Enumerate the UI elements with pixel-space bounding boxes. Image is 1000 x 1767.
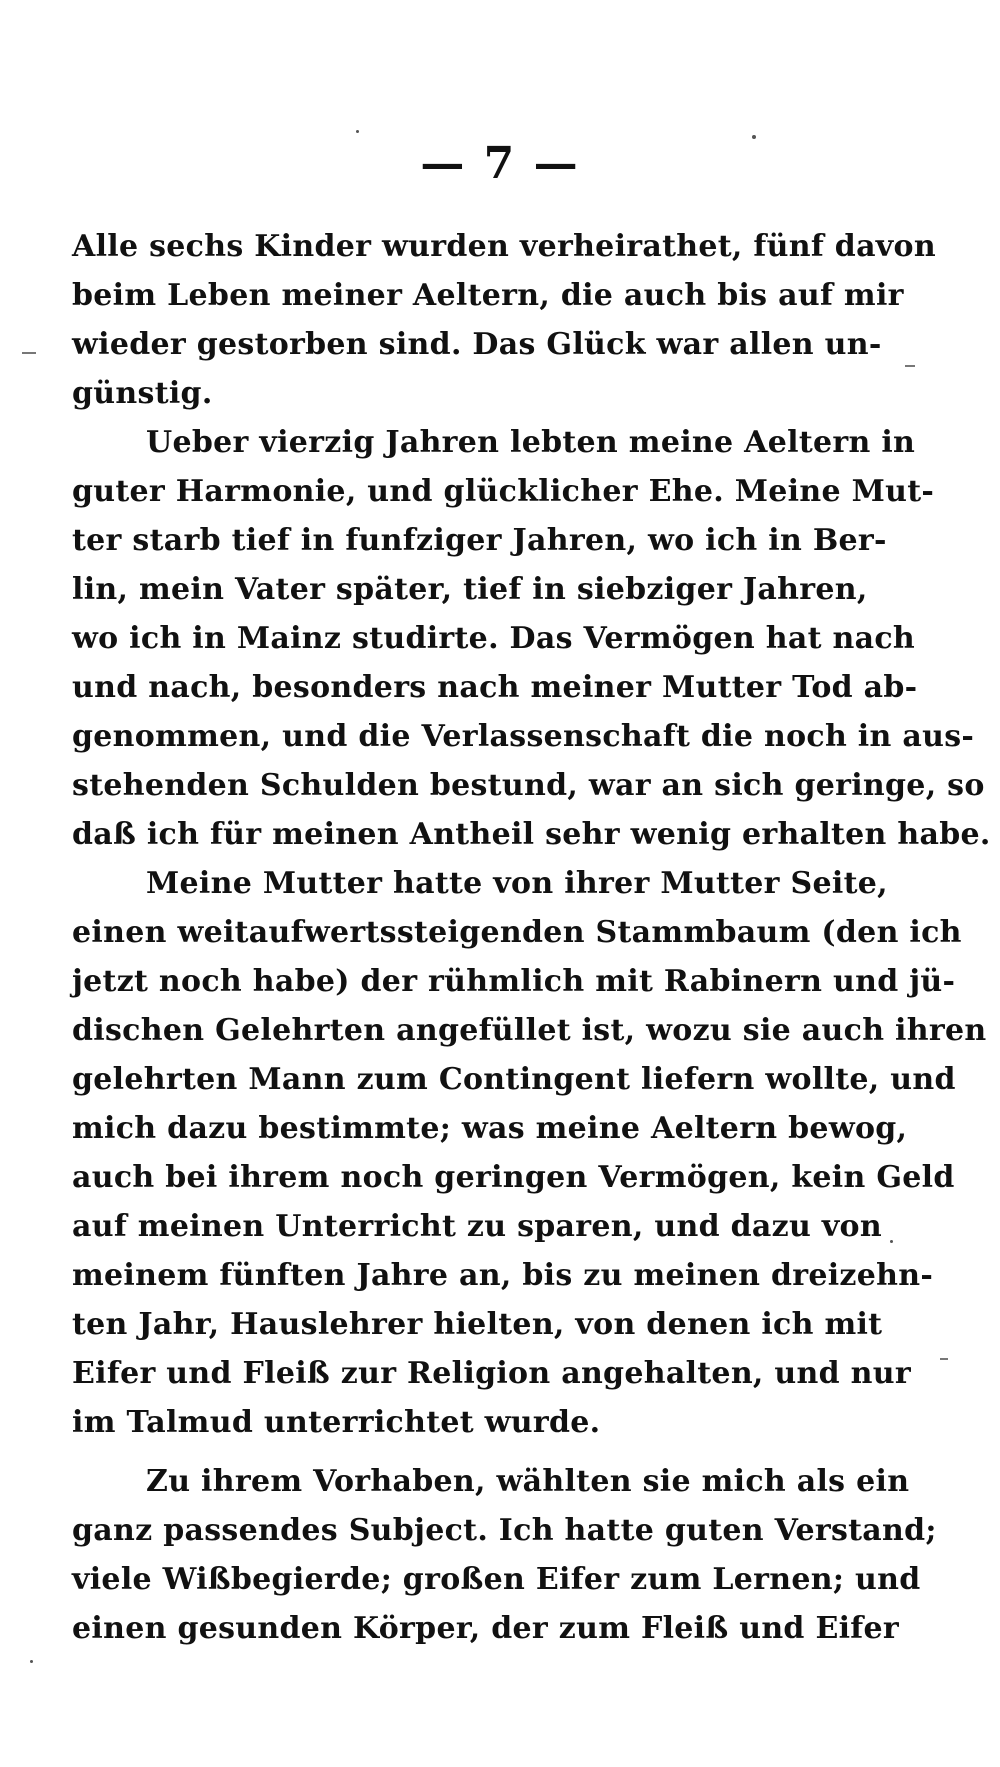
text-line: ter starb tief in funfziger Jahren, wo ich in Ber- [72,523,887,558]
text-line: meinem fünften Jahre an, bis zu meinen dreizehn- [72,1258,934,1293]
scan-speck [356,130,359,133]
text-line: Zu ihrem Vorhaben, wählten sie mich als ein [146,1464,910,1499]
text-line: auf meinen Unterricht zu sparen, und dazu von [72,1209,882,1244]
paragraph-gap [72,1447,922,1457]
text-line: auch bei ihrem noch geringen Vermögen, kein Geld [72,1160,955,1195]
text-line: im Talmud unterrichtet wurde. [72,1405,601,1440]
text-line: einen weitaufwertssteigenden Stammbaum (den ich [72,915,962,950]
scan-speck [30,1660,33,1663]
text-line: daß ich für meinen Antheil sehr wenig erhalten habe. [72,817,991,852]
paragraph [72,418,991,859]
scan-speck [752,135,756,139]
scan-mark [905,365,915,367]
text-line: lin, mein Vater später, tief in siebziger Jahren, [72,572,868,607]
paragraph [72,222,936,418]
text-line: ganz passendes Subject. Ich hatte guten Verstand; [72,1513,937,1548]
scan-mark [940,1358,948,1360]
scan-mark [22,352,36,354]
text-line: und nach, besonders nach meiner Mutter Tod ab- [72,670,918,705]
text-line: wo ich in Mainz studirte. Das Vermögen hat nach [72,621,916,656]
paragraph [72,859,987,1447]
body-text [72,222,991,1653]
text-line: einen gesunden Körper, der zum Fleiß und Eifer [72,1611,900,1646]
text-line: wieder gestorben sind. Das Glück war allen un- [72,327,882,362]
text-line: Eifer und Fleiß zur Religion angehalten, und nur [72,1356,911,1391]
text-line: dischen Gelehrten angefüllet ist, wozu sie auch ihren [72,1013,987,1048]
paragraph [72,1457,937,1653]
scan-speck [890,1240,893,1243]
text-line: Meine Mutter hatte von ihrer Mutter Seite, [146,866,888,901]
text-line: beim Leben meiner Aeltern, die auch bis auf mir [72,278,904,313]
text-line: mich dazu bestimmte; was meine Aeltern bewog, [72,1111,908,1146]
text-line: guter Harmonie, und glücklicher Ehe. Meine Mut- [72,474,935,509]
text-line: gelehrten Mann zum Contingent liefern wollte, und [72,1062,956,1097]
text-line: stehenden Schulden bestund, war an sich geringe, so [72,768,985,803]
text-line: jetzt noch habe) der rühmlich mit Rabinern und jü- [72,964,956,999]
text-line: ten Jahr, Hauslehrer hielten, von denen ich mit [72,1307,883,1342]
page-number: — 7 — [420,138,580,189]
text-line: Alle sechs Kinder wurden verheirathet, fünf davon [72,229,936,264]
text-line: viele Wißbegierde; großen Eifer zum Lernen; und [72,1562,921,1597]
text-line: genommen, und die Verlassenschaft die noch in aus- [72,719,975,754]
text-line: Ueber vierzig Jahren lebten meine Aeltern in [146,425,916,460]
text-line: günstig. [72,376,213,411]
